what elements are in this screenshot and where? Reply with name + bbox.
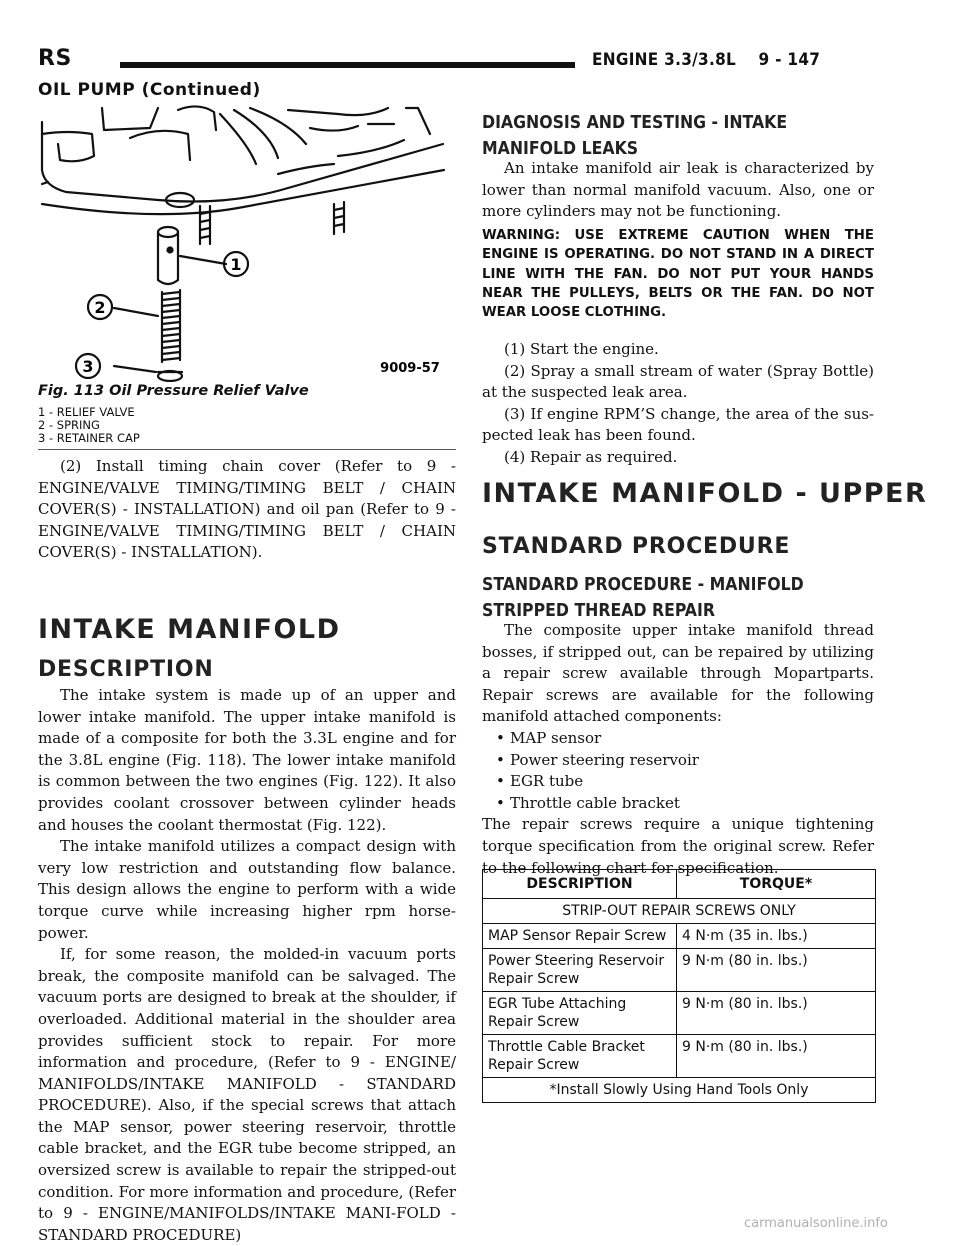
diagnosis-body <box>482 158 874 223</box>
legend-item: 2 - SPRING <box>38 418 100 432</box>
stripped-thread-repair-heading: STANDARD PROCEDURE - MANIFOLD STRIPPED THREAD REPAIR <box>482 575 804 621</box>
bullet-item: • EGR tube <box>482 771 874 793</box>
table-subheader-row <box>483 899 876 924</box>
table-row <box>483 992 876 1035</box>
torque-spec-table <box>482 869 876 1103</box>
bullet-item: • MAP sensor <box>482 728 874 750</box>
table-cell-torque: 9 N·m (80 in. lbs.) <box>677 1035 876 1078</box>
callout-3: 3 <box>82 357 94 376</box>
bullet-icon: • <box>496 772 505 791</box>
description-body <box>38 685 456 1246</box>
figure-code: 9009-57 <box>380 361 440 376</box>
table-subheader: STRIP-OUT REPAIR SCREWS ONLY <box>483 899 876 924</box>
description-heading: DESCRIPTION <box>38 657 214 682</box>
bullet-icon: • <box>496 728 505 747</box>
table-cell-torque: 9 N·m (80 in. lbs.) <box>677 992 876 1035</box>
watermark: carmanualsonline.info <box>744 1216 888 1231</box>
warning-text: WARNING: USE EXTREME CAUTION WHEN THE ENGINE IS OPERATING. DO NOT STAND IN A DIRECT LINE WITH THE FAN. DO NOT PUT YOUR HANDS NEAR THE PULLEYS, BELTS OR THE FAN. DO NOT WEAR LOOSE CLOTHING. <box>482 228 874 321</box>
procedure-paragraph: The repair screws require a unique tightening torque specification from the original screw. Refer to the following chart for specification. <box>482 815 874 877</box>
table-footer-row <box>483 1078 876 1103</box>
table-row <box>483 924 876 949</box>
description-paragraph: The intake system is made up of an upper and lower intake manifold. The upper intake manifold is made of a composite for both the 3.3L engine and for the 3.8L engine (Fig. 118). The lower intake manifold is common between the two engines (Fig. 122). It also provides coolant crossover between cylinder heads and houses the coolant thermostat (Fig. 122). <box>38 686 456 834</box>
header-rule <box>120 62 575 68</box>
callout-1: 1 <box>230 255 242 274</box>
continued-heading: OIL PUMP (Continued) <box>38 80 261 100</box>
diagnosis-paragraph: An intake manifold air leak is characterized by lower than normal manifold vacuum. Also, one or more cylinders may not be functioning. <box>482 159 874 221</box>
bullet-item: • Throttle cable bracket <box>482 793 874 815</box>
figure-rule <box>38 449 456 450</box>
bullet-icon: • <box>496 750 505 769</box>
section-title-intake-manifold: INTAKE MANIFOLD <box>38 614 341 645</box>
figure-legend <box>38 406 140 445</box>
legend-item: 3 - RETAINER CAP <box>38 431 140 445</box>
header-page-ref: ENGINE 3.3/3.8L 9 - 147 <box>592 50 821 70</box>
header-section-code: RS <box>38 46 72 71</box>
bullet-icon: • <box>496 793 505 812</box>
step-item: (1) Start the engine. <box>504 340 659 358</box>
step-item: (4) Repair as required. <box>504 447 678 466</box>
figure-caption: Fig. 113 Oil Pressure Relief Valve <box>38 383 309 399</box>
column-header-description: DESCRIPTION <box>483 870 677 899</box>
table-cell-torque: 4 N·m (35 in. lbs.) <box>677 924 876 949</box>
step-item: (2) Spray a small stream of water (Spray Bottle) at the suspected leak area. <box>482 361 874 402</box>
procedure-paragraph: The composite upper intake manifold thread bosses, if stripped out, can be repaired by utilizing a repair screw available through Mopartparts. Repair screws are available for the following manifold attached components: <box>482 621 874 726</box>
column-header-torque: TORQUE* <box>677 870 876 899</box>
legend-item: 1 - RELIEF VALVE <box>38 405 135 419</box>
table-cell-torque: 9 N·m (80 in. lbs.) <box>677 949 876 992</box>
table-row <box>483 1035 876 1078</box>
table-cell-description: EGR Tube Attaching Repair Screw <box>483 992 677 1035</box>
stripped-thread-body <box>482 620 874 879</box>
step-2-paragraph: (2) Install timing chain cover (Refer to 9 - ENGINE/VALVE TIMING/TIMING BELT / CHAIN COVER(S) - INSTALLATION) and oil pan (Refer to 9 - ENGINE/VALVE TIMING/TIMING BELT / CHAIN COVER(S) - INSTALLATION). <box>38 457 456 562</box>
description-paragraph: The intake manifold utilizes a compact design with very low restriction and outstanding flow balance. This design allows the engine to perform with a wide torque curve while increasing higher rpm horse-power. <box>38 837 456 942</box>
oil-pressure-relief-valve-illustration <box>38 104 456 382</box>
table-cell-description: Power Steering Reservoir Repair Screw <box>483 949 677 992</box>
table-footer: *Install Slowly Using Hand Tools Only <box>483 1078 876 1103</box>
table-cell-description: Throttle Cable Bracket Repair Screw <box>483 1035 677 1078</box>
table-row <box>483 949 876 992</box>
bullet-item: • Power steering reservoir <box>482 750 874 772</box>
table-header-row <box>483 870 876 899</box>
diagnosis-steps <box>482 339 874 469</box>
standard-procedure-heading: STANDARD PROCEDURE <box>482 534 791 559</box>
description-paragraph: If, for some reason, the molded-in vacuum ports break, the composite manifold can be salvaged. The vacuum ports are designed to break at the shoulder, if overloaded. Additional material in the shoulder area provides sufficient stock to repair. For more information and procedure, (Refer to 9 - ENGINE/ MANIFOLDS/INTAKE MANIFOLD - STANDARD PROCEDURE). Also, if the special screws that attach the MAP sensor, power steering reservoir, throttle cable bracket, and the EGR tube become stripped, an oversized screw is available to repair the stripped-out condition. For more information and procedure, (Refer to 9 - ENGINE/MANIFOLDS/INTAKE MANI-FOLD - STANDARD PROCEDURE) <box>38 945 456 1244</box>
step-item: (3) If engine RPM’S change, the area of the sus-pected leak has been found. <box>482 404 874 445</box>
callout-2: 2 <box>94 298 106 317</box>
diagnosis-heading: DIAGNOSIS AND TESTING - INTAKE MANIFOLD LEAKS <box>482 113 788 159</box>
table-cell-description: MAP Sensor Repair Screw <box>483 924 677 949</box>
section-title-intake-manifold-upper: INTAKE MANIFOLD - UPPER <box>482 478 928 509</box>
